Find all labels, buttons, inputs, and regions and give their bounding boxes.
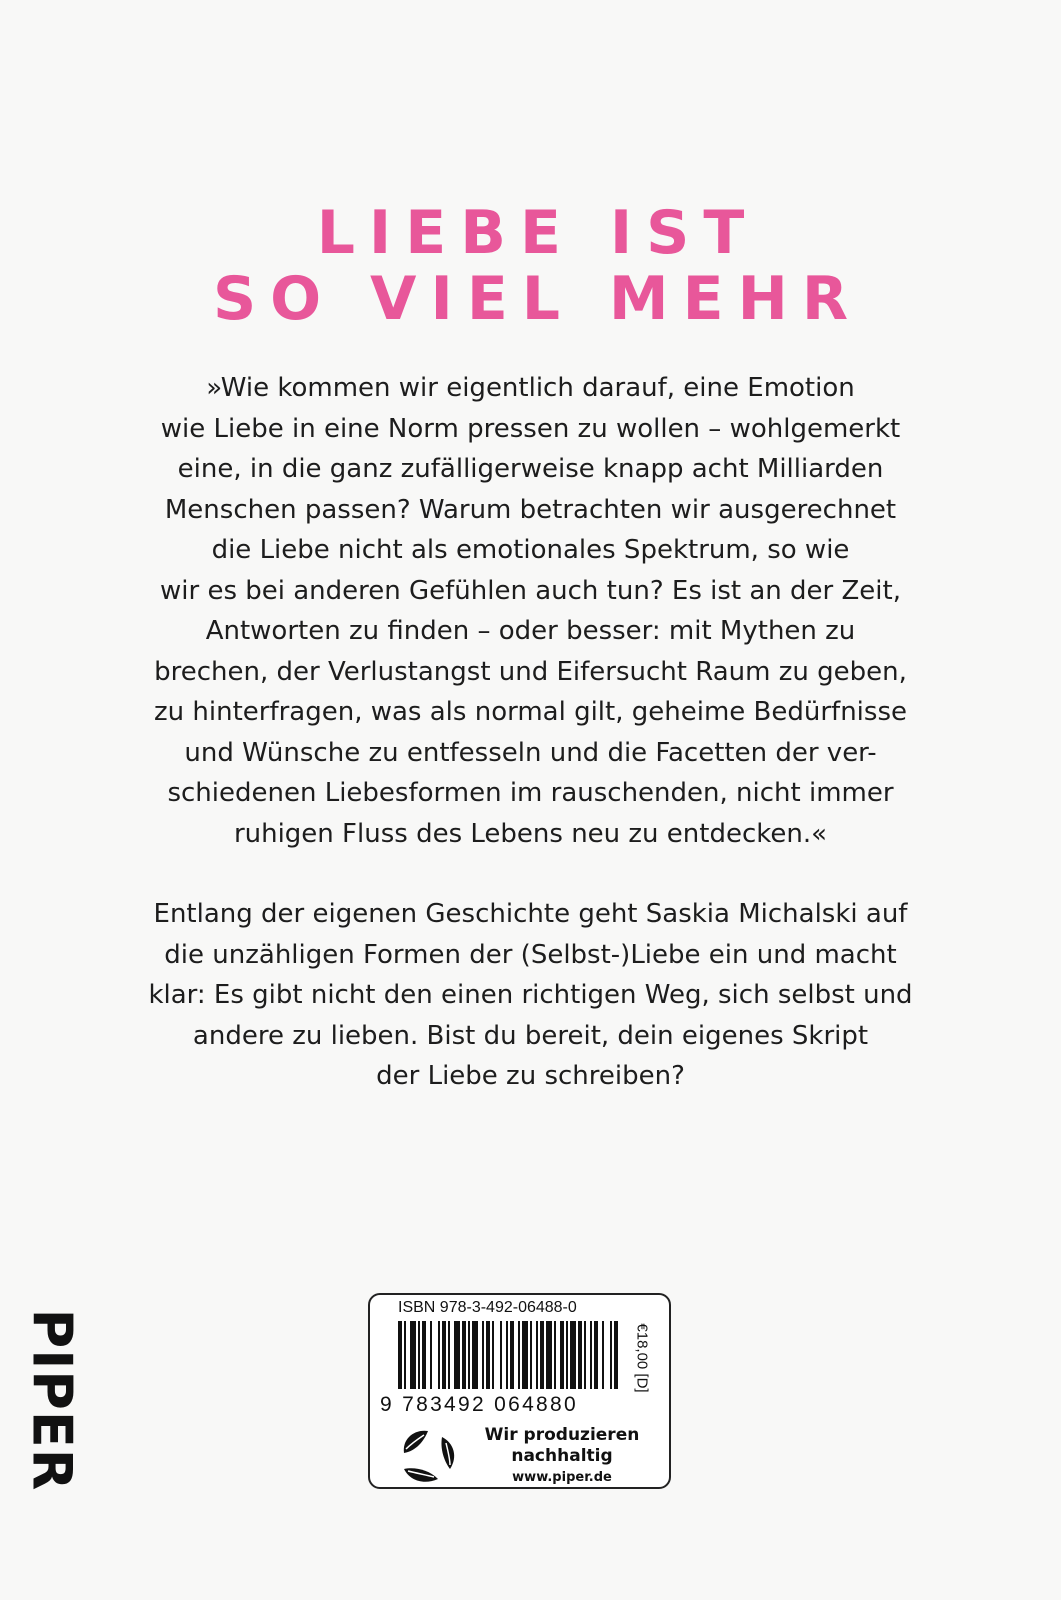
price-text: €18,00 [D] [633, 1323, 651, 1393]
price-tag [622, 1315, 662, 1401]
blurb-line: Entlang der eigenen Geschichte geht Saskia Michalski auf [153, 899, 908, 929]
publisher-logo [22, 1305, 82, 1495]
barcode-bar [536, 1321, 538, 1389]
barcode-bar [518, 1321, 520, 1389]
headline-line-2: SO VIEL MEHR [212, 264, 863, 334]
blurb-line: und Wünsche zu entfesseln und die Facetten der ver- [184, 737, 877, 768]
blurb-quote-paragraph [100, 368, 961, 854]
eco-line-1: Wir produzieren [484, 1425, 640, 1445]
barcode-bar [410, 1321, 416, 1389]
blurb-line: Antworten zu finden – oder besser: mit Mythen zu [205, 616, 856, 646]
recycle-leaves-icon [394, 1425, 462, 1485]
blurb-line: andere zu lieben. Bist du bereit, dein eigenes Skript [192, 1020, 869, 1051]
barcode-bar [602, 1321, 604, 1389]
barcode-bar [398, 1321, 402, 1389]
blurb-line: klar: Es gibt nicht den einen richtigen Weg, sich selbst und [148, 980, 913, 1010]
barcode-bar [492, 1321, 494, 1389]
barcode-bar [522, 1321, 528, 1389]
barcode-bar [422, 1321, 426, 1389]
blurb-line: schiedenen Liebesformen im rauschenden, nicht immer [167, 778, 894, 808]
barcode-bar [610, 1321, 612, 1389]
eco-line-2: nachhaltig [511, 1446, 613, 1466]
blurb-line: die unzähligen Formen der (Selbst-)Liebe ein und macht [164, 939, 897, 970]
barcode-bar [540, 1321, 544, 1389]
barcode-bar [462, 1321, 466, 1389]
barcode-bar [566, 1321, 568, 1389]
barcode-bar [560, 1321, 564, 1389]
barcode-bar [500, 1321, 502, 1389]
barcode-bar [590, 1321, 592, 1389]
blurb-text [100, 368, 961, 1097]
blurb-line: die Liebe nicht als emotionales Spektrum, so wie [211, 535, 850, 565]
barcode-bar [584, 1321, 586, 1389]
barcode-bar [554, 1321, 556, 1389]
barcode-bar [530, 1321, 532, 1389]
blurb-line: zu hinterfragen, was als normal gilt, geheime Bedürfnisse [154, 697, 907, 727]
blurb-line: Menschen passen? Warum betrachten wir ausgerechnet [164, 494, 897, 525]
barcode-bar [482, 1321, 484, 1389]
publisher-logo-text: PIPER [20, 1308, 84, 1492]
barcode-digits: 9 783492 064880 [380, 1393, 578, 1416]
blurb-description-paragraph [100, 894, 961, 1097]
barcode-bar [468, 1321, 470, 1389]
blurb-line: brechen, der Verlustangst und Eifersucht Raum zu geben, [154, 656, 907, 687]
barcode-bar [486, 1321, 490, 1389]
barcode-bar [430, 1321, 432, 1389]
blurb-line: wie Liebe in eine Norm pressen zu wollen – wohlgemerkt [160, 413, 901, 444]
barcode-bar [570, 1321, 576, 1389]
isbn-text: ISBN 978-3-492-06488-0 [398, 1299, 577, 1316]
blurb-line: ruhigen Fluss des Lebens neu zu entdecken.« [233, 818, 828, 849]
eco-text [472, 1425, 652, 1485]
barcode-bar [506, 1321, 508, 1389]
barcode-label [368, 1293, 671, 1489]
barcode-bars [398, 1321, 620, 1389]
barcode-bar [448, 1321, 450, 1389]
blurb-line: wir es bei anderen Gefühlen auch tun? Es ist an der Zeit, [160, 575, 901, 606]
blurb-line: »Wie kommen wir eigentlich darauf, eine Emotion [206, 373, 855, 403]
barcode-bar [472, 1321, 478, 1389]
headline [0, 200, 1061, 332]
barcode-bar [578, 1321, 582, 1389]
barcode-bar [614, 1321, 618, 1389]
barcode-bar [546, 1321, 552, 1389]
barcode-bar [418, 1321, 420, 1389]
blurb-line: der Liebe zu schreiben? [376, 1061, 685, 1091]
barcode-bar [510, 1321, 514, 1389]
barcode-bar [404, 1321, 406, 1389]
barcode-bar [594, 1321, 598, 1389]
headline-line-1: LIEBE IST [316, 198, 759, 268]
barcode-bar [438, 1321, 440, 1389]
barcode-bar [454, 1321, 460, 1389]
barcode-bar [442, 1321, 446, 1389]
publisher-url: www.piper.de [512, 1470, 612, 1485]
blurb-line: eine, in die ganz zufälligerweise knapp acht Milliarden [177, 454, 884, 484]
